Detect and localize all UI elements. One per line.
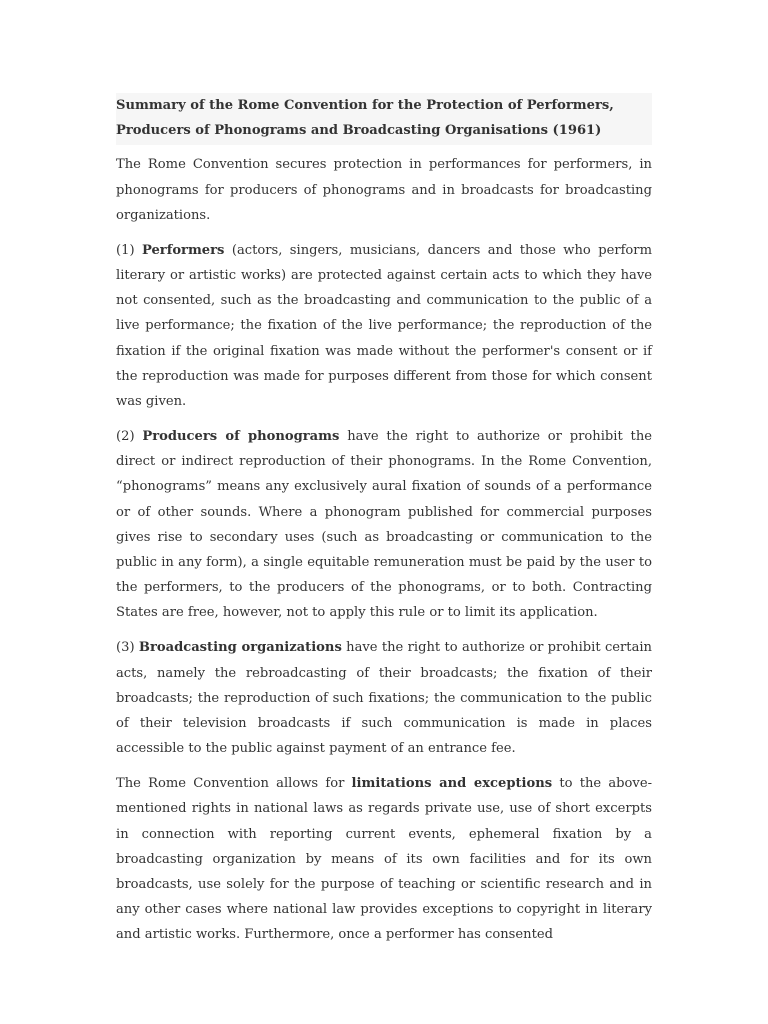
- producers-text: have the right to authorize or prohibit the direct or indirect reproduction of their phonograms. In the Rome Convention, “phonograms” means any exclusively aural fixation of sounds of a performance or of other sounds. Where a phonogram published for commercial purposes gives rise to secondary uses (such as broadcasting or communication to the public in any form), a single equitable remuneration must be paid by the user to the performers, to the producers of the phonograms, or to both. Contracting States are free, however, not to apply this rule or to limit its application.: [116, 429, 652, 621]
- limitations-lead: The Rome Convention allows for: [116, 776, 352, 792]
- performers-number: (1): [116, 242, 142, 258]
- broadcasting-term: Broadcasting organizations: [138, 640, 342, 656]
- limitations-text: to the above-mentioned rights in national laws as regards private use, use of short excerpts in connection with reporting current events, ephemeral fixation by a broadcasting organization by means of its own facilities and for its own broadcasts, use solely for the purpose of teaching or scientific research and in any other cases where national law provides exceptions to copyright in literary and artistic works. Furthermore, once a performer has consented: [116, 776, 652, 943]
- document-title: Summary of the Rome Convention for the Protection of Performers, Producers of Phonograms and Broadcasting Organisations (1961): [116, 93, 652, 145]
- limitations-term: limitations and exceptions: [351, 776, 553, 792]
- producers-term: Producers of phonograms: [142, 429, 340, 445]
- limitations-paragraph: [116, 771, 652, 947]
- broadcasting-paragraph: [116, 635, 652, 761]
- broadcasting-number: (3): [116, 640, 139, 656]
- broadcasting-text: have the right to authorize or prohibit certain acts, namely the rebroadcasting of their broadcasts; the fixation of their broadcasts; the reproduction of such fixations; the communication to the public of their television broadcasts if such communication is made in places accessible to the public against payment of an entrance fee.: [116, 640, 652, 757]
- producers-number: (2): [116, 429, 143, 445]
- producers-paragraph: [116, 424, 652, 626]
- performers-text: (actors, singers, musicians, dancers and those who perform literary or artistic works) are protected against certain acts to which they have not consented, such as the broadcasting and communication to the public of a live performance; the fixation of the live performance; the reproduction of the fixation if the original fixation was made without the performer's consent or if the reproduction was made for purposes different from those for which consent was given.: [116, 242, 652, 410]
- document-page: [116, 93, 652, 957]
- performers-paragraph: [116, 238, 652, 414]
- intro-paragraph: The Rome Convention secures protection in performances for performers, in phonograms for producers of phonograms and in broadcasts for broadcasting organizations.: [116, 157, 652, 223]
- performers-term: Performers: [141, 242, 225, 258]
